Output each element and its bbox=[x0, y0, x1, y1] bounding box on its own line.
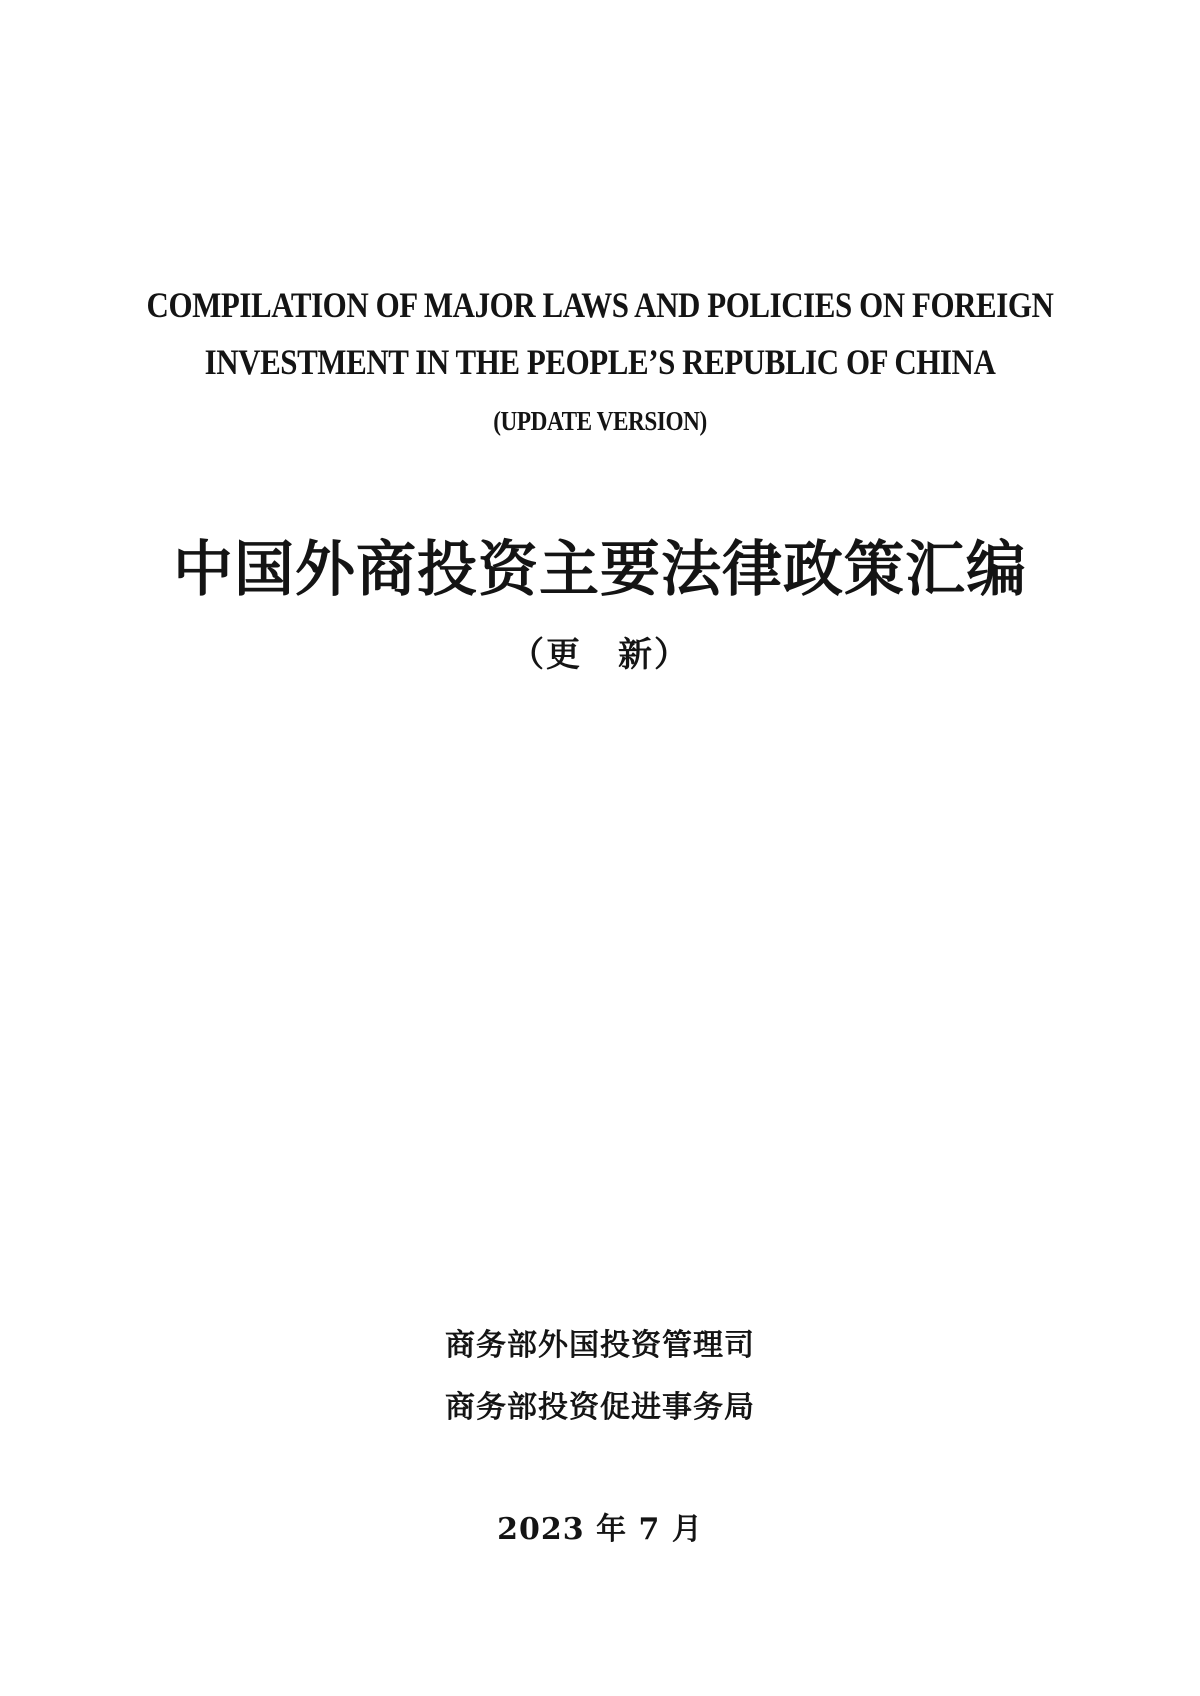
publisher-line-1: 商务部外国投资管理司 bbox=[445, 1328, 755, 1363]
english-title-line-2: INVESTMENT IN THE PEOPLE’S REPUBLIC OF CHINA bbox=[204, 342, 996, 382]
publisher-line-2: 商务部投资促进事务局 bbox=[445, 1390, 755, 1425]
english-subtitle: (UPDATE VERSION) bbox=[493, 406, 707, 436]
publication-date: 2023 年 7 月 bbox=[497, 1512, 703, 1547]
chinese-subtitle: （更 新） bbox=[510, 635, 690, 675]
english-title-line-1: COMPILATION OF MAJOR LAWS AND POLICIES ON FOREIGN bbox=[146, 285, 1054, 325]
chinese-title: 中国外商投资主要法律政策汇编 bbox=[173, 535, 1027, 605]
